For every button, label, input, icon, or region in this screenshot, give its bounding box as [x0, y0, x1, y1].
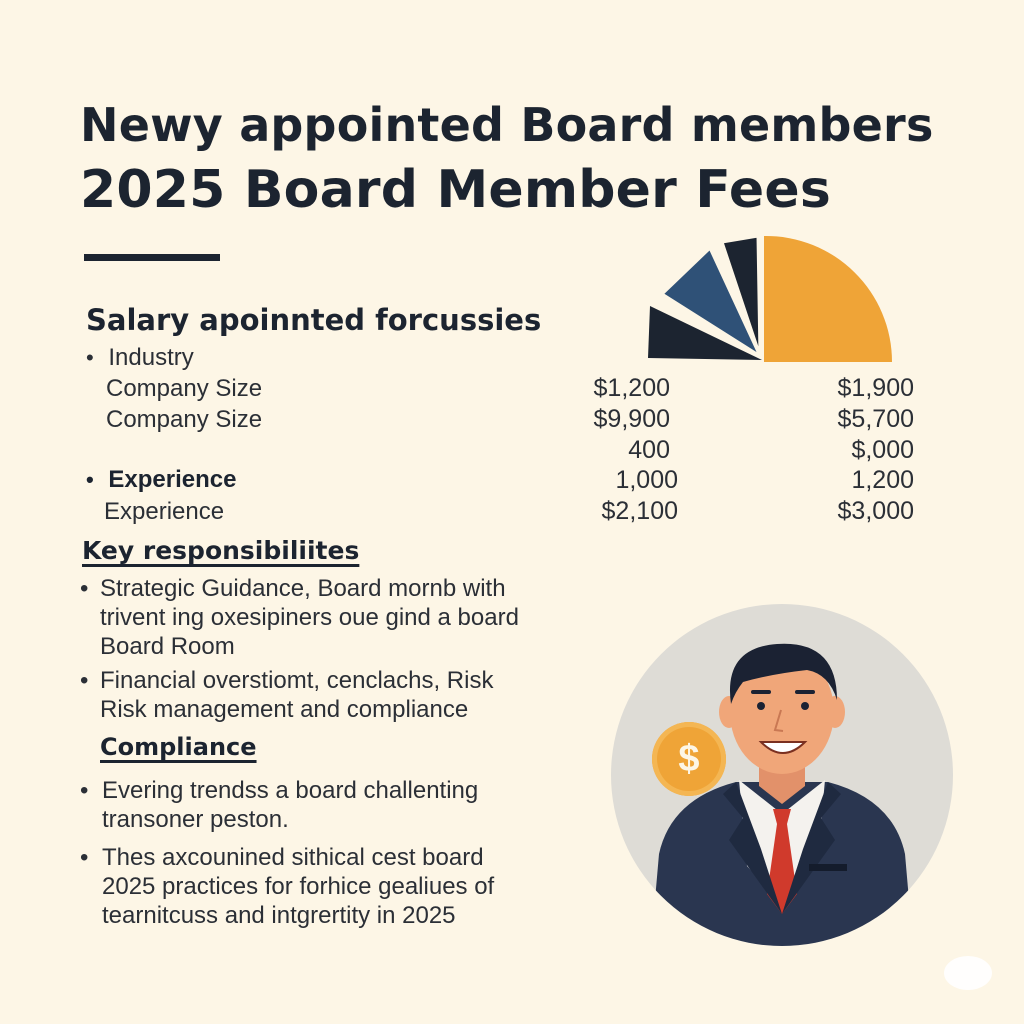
- bullet: •: [86, 467, 94, 492]
- salary-row-label: Company Size: [106, 406, 263, 433]
- bullet: •: [80, 777, 89, 804]
- salary-row: [86, 344, 194, 372]
- list-item: [80, 843, 494, 930]
- compliance-heading: Compliance: [100, 733, 257, 761]
- salary-value-col1: 1,000: [615, 466, 678, 494]
- list-item-line: tearnitcuss and intgrertity in 2025: [102, 902, 456, 929]
- salary-value-col2: 1,200: [851, 466, 914, 494]
- salary-value-col1: $9,900: [593, 405, 670, 433]
- list-item-line: Board Room: [100, 633, 235, 660]
- bullet: •: [80, 667, 89, 694]
- salary-row: [86, 466, 236, 494]
- salary-value-col2: $3,000: [837, 497, 914, 525]
- salary-value-col2: $1,900: [837, 374, 914, 402]
- page-subtitle: 2025 Board Member Fees: [80, 160, 831, 220]
- bullet: •: [86, 345, 94, 370]
- salary-row-label: Industry: [108, 344, 194, 371]
- list-item-line: Thes axcounined sithical cest board: [102, 844, 484, 871]
- list-item-line: Evering trendss a board challenting: [102, 777, 479, 804]
- salary-value-col1: $2,100: [601, 497, 678, 525]
- pie-slice-orange: [764, 236, 892, 362]
- pie-chart-graphic: [640, 232, 900, 368]
- list-item-line: Financial overstiomt, cenclachs, Risk: [100, 667, 494, 694]
- list-item-line: trivent ing oxesipiners oue gind a board: [100, 604, 519, 631]
- list-item-line: transoner peston.: [102, 806, 289, 833]
- list-item-line: Strategic Guidance, Board mornb with: [100, 575, 506, 602]
- key-responsibilities-heading: Key responsibiliites: [82, 536, 360, 565]
- salary-value-col1: $1,200: [593, 374, 670, 402]
- salary-row-label: Company Size: [106, 375, 263, 402]
- dollar-coin-icon: [652, 722, 726, 796]
- page-title: Newy appointed Board members: [80, 98, 934, 152]
- list-item-line: 2025 practices for forhice gealiues of: [102, 873, 495, 900]
- list-item: [80, 574, 519, 661]
- salary-section-heading: Salary apoinnted forcussies: [86, 303, 542, 337]
- salary-value-col2: $,000: [851, 436, 914, 464]
- sparkle-icon: [944, 956, 992, 990]
- bullet: •: [80, 575, 89, 602]
- salary-value-col2: $5,700: [837, 405, 914, 433]
- list-item: [80, 776, 478, 834]
- salary-row-label: Experience: [104, 498, 225, 525]
- salary-value-col1: 400: [628, 436, 670, 464]
- bullet: •: [80, 844, 89, 871]
- list-item-line: Risk management and compliance: [100, 696, 469, 723]
- list-item: [80, 666, 493, 724]
- dollar-symbol: $: [678, 738, 700, 780]
- salary-row-label: Experience: [108, 466, 237, 493]
- title-divider: [84, 254, 220, 261]
